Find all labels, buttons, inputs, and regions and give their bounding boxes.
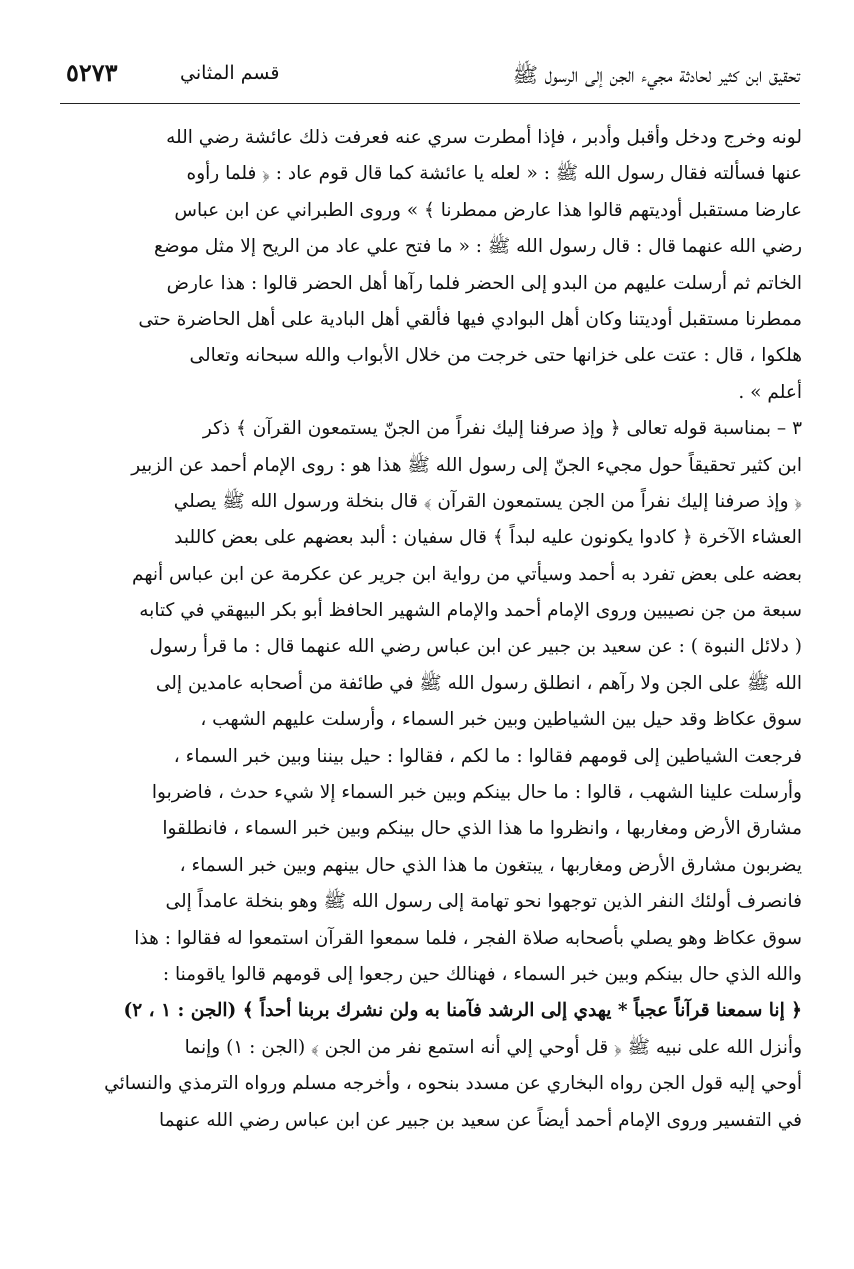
text-line: عارضا مستقبل أوديتهم قالوا هذا عارض ممطرنا ﴾ » وروى الطبراني عن ابن عباس xyxy=(174,199,802,221)
text-line: مشارق الأرض ومغاربها ، وانظروا ما هذا الذي حال بينكم وبين خبر السماء ، فانطلقوا xyxy=(162,818,802,840)
text-line: لونه وخرج ودخل وأقبل وأدبر ، فإذا أمطرت سري عنه فعرفت ذلك عائشة رضي الله xyxy=(166,127,802,148)
page-number: ٥٢٧٣ xyxy=(66,58,118,87)
text-line: عنها فسألته فقال رسول الله ﷺ : « لعله يا عائشة كما قال قوم عاد : ﴿ فلما رأوه xyxy=(186,163,802,185)
text-line: العشاء الآخرة ﴿ كادوا يكونون عليه لبداً ﴾ قال سفيان : ألبد بعضهم على بعض كاللبد xyxy=(174,527,802,549)
text-line: أعلم » . xyxy=(738,381,802,403)
text-line: أوحي إليه قول الجن رواه البخاري عن مسدد بنحوه ، وأخرجه مسلم ورواه الترمذي والنسائي xyxy=(104,1073,802,1095)
text-line: فانصرف أولئك النفر الذين توجهوا نحو تهامة إلى رسول الله ﷺ وهو بنخلة عامداً إلى xyxy=(165,891,802,913)
text-line: هلكوا ، قال : عتت على خزانها حتى خرجت من خلال الأبواب والله سبحانه وتعالى xyxy=(189,345,802,367)
running-title: تحقيق ابن كثير لحادثة مجيء الجن إلى الرسول ﷺ xyxy=(512,63,800,87)
text-line: وأرسلت علينا الشهب ، قالوا : ما حال بينكم وبين خبر السماء إلا شيء حدث ، فاضربوا xyxy=(151,782,802,804)
section-label: قسم المثاني xyxy=(180,62,280,84)
text-line: وأنزل الله على نبيه ﷺ ﴿ قل أوحي إلي أنه استمع نفر من الجن ﴾ (الجن : ١) وإنما xyxy=(184,1036,802,1058)
text-line: ممطرنا مستقبل أوديتنا وكان أهل البوادي فيها فألقي أهل البادية على أهل الحاضرة حتى xyxy=(138,308,802,330)
text-line: سوق عكاظ وقد حيل بين الشياطين وبين خبر السماء ، وأرسلت عليهم الشهب ، xyxy=(200,709,802,731)
text-line: رضي الله عنهما قال : قال رسول الله ﷺ : « ما فتح علي عاد من الريح إلا مثل موضع xyxy=(153,236,802,258)
text-line: سوق عكاظ وهو يصلي بأصحابه صلاة الفجر ، فلما سمعوا القرآن استمعوا له فقالوا : هذا xyxy=(134,927,802,949)
text-line: فرجعت الشياطين إلى قومهم فقالوا : ما لكم ، فقالوا : حيل بيننا وبين خبر السماء ، xyxy=(173,745,802,767)
header-divider xyxy=(60,103,800,104)
text-line: والله الذي حال بينكم وبين خبر السماء ، فهنالك حين رجعوا إلى قومهم قالوا ياقومنا : xyxy=(162,963,802,985)
quran-verse-line: ﴿ إنا سمعنا قرآناً عجباً * يهدي إلى الرشد فآمنا به ولن نشرك بربنا أحداً ﴾ (الجن : ١ ، ٢) xyxy=(123,1000,802,1022)
text-line: بعضه على بعض تفرد به أحمد وسيأتي من رواية ابن جرير عن عكرمة عن ابن عباس أنهم xyxy=(132,563,802,585)
text-line: ابن كثير تحقيقاً حول مجيء الجنّ إلى رسول الله ﷺ هذا هو : روى الإمام أحمد عن الزبير xyxy=(131,454,802,476)
text-line: الخاتم ثم أرسلت عليهم من البدو إلى الحضر فلما رآها أهل الحضر قالوا : هذا عارض xyxy=(166,272,802,294)
text-line: ٣ – بمناسبة قوله تعالى ﴿ وإذ صرفنا إليك نفراً من الجنّ يستمعون القرآن ﴾ ذكر xyxy=(202,418,802,440)
page-header xyxy=(60,58,800,98)
text-line: الله ﷺ على الجن ولا رآهم ، انطلق رسول الله ﷺ في طائفة من أصحابه عامدين إلى xyxy=(155,672,802,694)
text-line: ﴿ وإذ صرفنا إليك نفراً من الجن يستمعون القرآن ﴾ قال بنخلة ورسول الله ﷺ يصلي xyxy=(173,490,802,512)
text-line: سبعة من جن نصيبين وروى الإمام أحمد والإمام الشهير الحافظ أبو بكر البيهقي في كتابه xyxy=(139,600,802,622)
text-line: في التفسير وروى الإمام أحمد أيضاً عن سعيد بن جبير عن ابن عباس رضي الله عنهما xyxy=(159,1109,802,1131)
text-line: يضربون مشارق الأرض ومغاربها ، يبتغون ما هذا الذي حال بينهم وبين خبر السماء ، xyxy=(179,854,802,876)
body-text xyxy=(50,120,802,1139)
text-line: ( دلائل النبوة ) : عن سعيد بن جبير عن ابن عباس رضي الله عنهما قال : ما قرأ رسول xyxy=(149,636,802,658)
